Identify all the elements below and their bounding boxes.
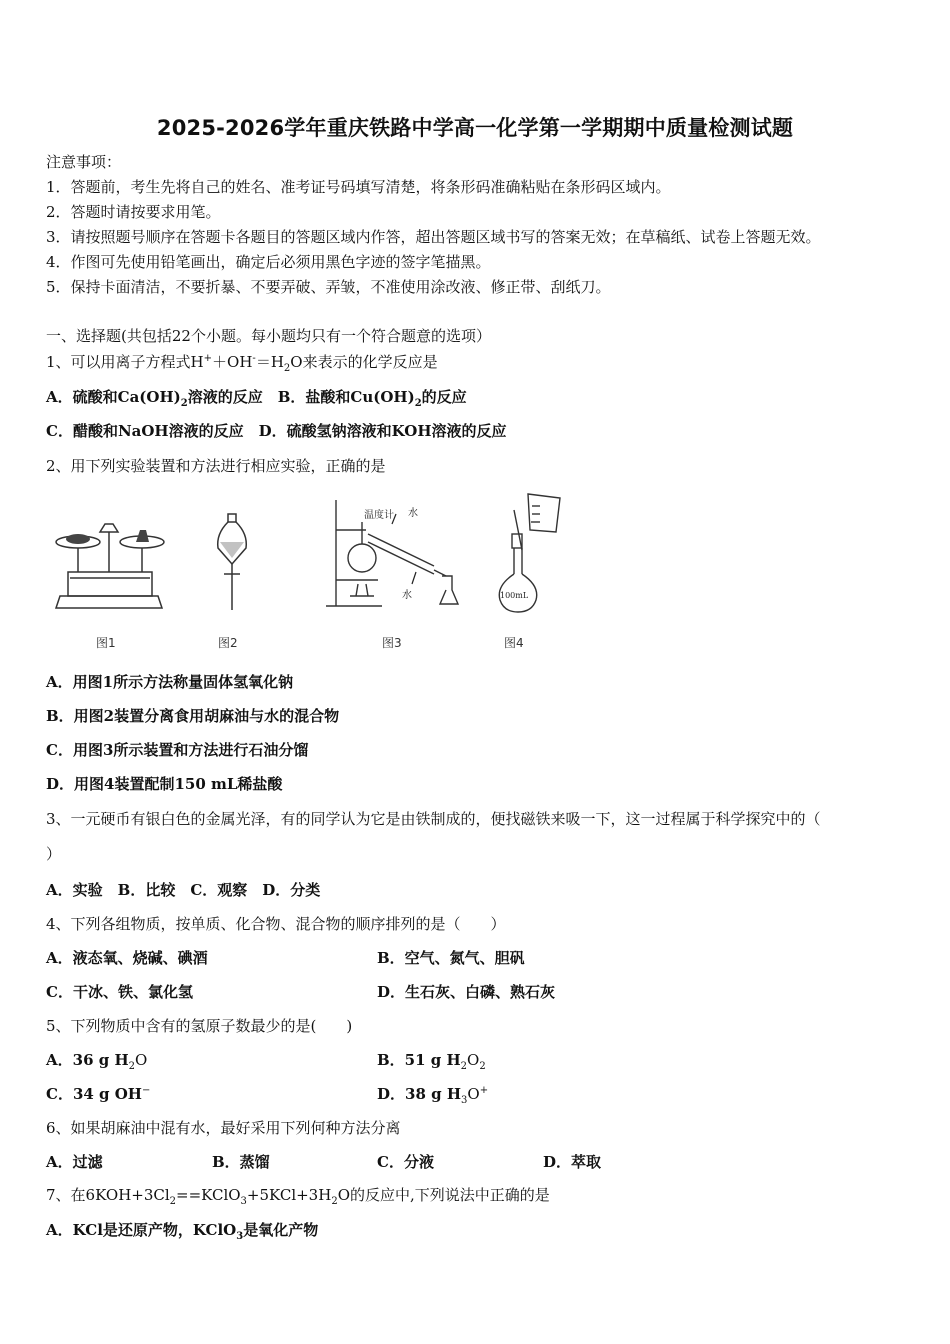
notice-item: 3．请按照题号顺序在答题卡各题目的答题区域内作答，超出答题区域书写的答案无效；在草稿纸、试卷上答题无效。 [46, 228, 821, 246]
question-1-options-cd [46, 421, 507, 441]
question-2-option-a[interactable]: A．用图1所示方法称量固体氢氧化钠 [46, 673, 294, 691]
question-2-stem: 2、用下列实验装置和方法进行相应实验，正确的是 [46, 457, 386, 475]
question-5-option-b[interactable]: B．51 g $H_2O_2$ [377, 1051, 486, 1072]
question-3-stem: 3、一元硬币有银白色的金属光泽，有的同学认为它是由铁制成的，便找磁铁来吸一下，这一过程属于科学探究中的（ [46, 810, 821, 828]
fig3-water-label-bottom: 水 [402, 590, 412, 601]
question-4-option-c[interactable]: C．干冰、铁、氯化氢 [46, 983, 193, 1001]
question-4-option-b[interactable]: B．空气、氮气、胆矾 [377, 949, 525, 967]
question-2-option-d[interactable]: D．用图4装置配制150 mL稀盐酸 [46, 775, 283, 793]
figure-2-caption: 图2 [218, 636, 238, 650]
notice-item: 2．答题时请按要求用笔。 [46, 203, 221, 221]
section-heading: 一、选择题(共包括22个小题。每小题均只有一个符合题意的选项） [46, 327, 491, 345]
question-6-option-b[interactable]: B．蒸馏 [212, 1153, 270, 1171]
fig3-water-label-top: 水 [408, 508, 418, 519]
question-3-stem-cont: ） [46, 845, 62, 863]
question-2-option-c[interactable]: C．用图3所示装置和方法进行石油分馏 [46, 741, 309, 759]
question-6-stem: 6、如果胡麻油中混有水，最好采用下列何种方法分离 [46, 1119, 401, 1137]
fig3-thermometer-label: 温度计 [364, 510, 394, 521]
option-d[interactable]: D．硫酸氢钠溶液和KOH溶液的反应 [258, 422, 507, 440]
question-5-option-d[interactable]: D．38 g $H_3O^+$ [377, 1085, 489, 1106]
question-6-option-c[interactable]: C．分液 [377, 1153, 434, 1171]
figure-3-distillation [322, 494, 472, 612]
notice-item: 5．保持卡面清洁，不要折暴、不要弄破、弄皱，不准使用涂改液、修正带、刮纸刀。 [46, 278, 611, 296]
question-5-option-c[interactable]: C．34 g OH− [46, 1085, 151, 1103]
figure-4-volumetric-flask [494, 490, 570, 614]
question-4-stem: 4、下列各组物质，按单质、化合物、混合物的顺序排列的是（ ） [46, 915, 506, 933]
question-4-option-a[interactable]: A．液态氧、烧碱、碘酒 [46, 949, 208, 967]
figure-1-caption: 图1 [96, 636, 116, 650]
figure-1-balance [50, 512, 170, 614]
question-6-option-d[interactable]: D．萃取 [543, 1153, 602, 1171]
question-5-stem: 5、下列物质中含有的氢原子数最少的是( ) [46, 1017, 353, 1035]
notice-item: 4．作图可先使用铅笔画出，确定后必须用黑色字迹的签字笔描黑。 [46, 253, 491, 271]
question-7-option-a[interactable]: A．KCl是还原产物，KClO$_3$是氧化产物 [46, 1221, 319, 1242]
question-3-options[interactable]: A．实验 B．比较 C．观察 D．分类 [46, 881, 321, 899]
question-5-option-a[interactable]: A．36 g $H_2O$ [46, 1051, 148, 1072]
notice-heading: 注意事项： [46, 153, 122, 171]
question-7-stem: 7、在$6KOH+3Cl_2==KClO_3+5KCl+3H_2O$的反应中,下列说法中正确的是 [46, 1186, 550, 1207]
option-a[interactable]: A．硫酸和$Ca(OH)_2$溶液的反应 [46, 388, 263, 409]
option-c[interactable]: C．醋酸和NaOH溶液的反应 [46, 422, 244, 440]
question-1-stem: 1、可以用离子方程式$H^++OH^-=H_2O$来表示的化学反应是 [46, 353, 438, 374]
figure-2-funnel [212, 512, 252, 614]
figure-3-caption: 图3 [382, 636, 402, 650]
figure-4-caption: 图4 [504, 636, 524, 650]
question-6-option-a[interactable]: A．过滤 [46, 1153, 103, 1171]
fig4-volume-label: 100mL [500, 591, 529, 600]
option-b[interactable]: B．盐酸和$Cu(OH)_2$的反应 [277, 388, 467, 409]
question-4-option-d[interactable]: D．生石灰、白磷、熟石灰 [377, 983, 556, 1001]
notice-item: 1．答题前，考生先将自己的姓名、准考证号码填写清楚，将条形码准确粘贴在条形码区域内。 [46, 178, 671, 196]
question-2-option-b[interactable]: B．用图2装置分离食用胡麻油与水的混合物 [46, 707, 340, 725]
exam-title: 2025-2026学年重庆铁路中学高一化学第一学期期中质量检测试题 [156, 116, 794, 140]
question-1-options-ab [46, 387, 467, 407]
